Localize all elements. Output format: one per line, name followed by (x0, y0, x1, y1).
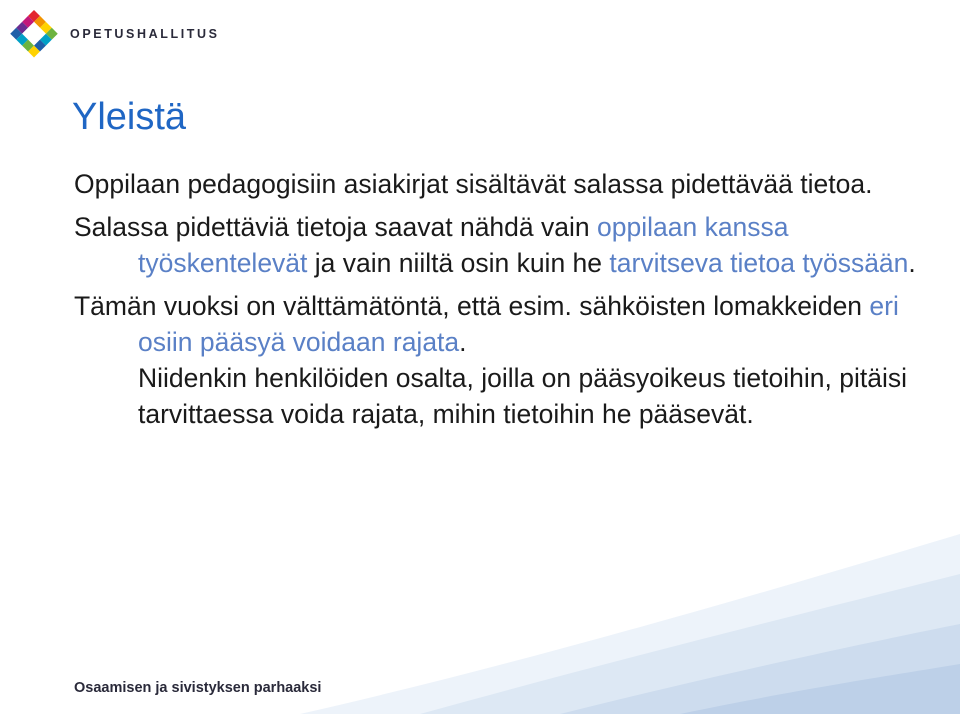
paragraph-continuation: Niidenkin henkilöiden osalta, joilla on pääsyoikeus tietoihin, pitäisi tarvittaessa voida rajata, mihin tietoihin he pääsevät. (138, 363, 907, 429)
text-segment: . (459, 327, 467, 357)
logo-text: OPETUSHALLITUS (70, 27, 220, 41)
diamond-logo-icon (8, 8, 60, 60)
text-segment: Salassa pidettäviä tietoja saavat nähdä vain (74, 212, 597, 242)
paragraph (74, 288, 934, 360)
text-segment: Oppilaan pedagogisiin asiakirjat sisältävät salassa pidettävää tietoa. (74, 169, 873, 199)
text-segment: ja vain niiltä osin kuin he (307, 248, 610, 278)
paragraph (74, 166, 934, 202)
text-segment: . (908, 248, 916, 278)
slide-title: Yleistä (72, 96, 187, 138)
highlighted-text: oppilaan kanssa työskentelevät (138, 212, 789, 278)
highlighted-text: tarvitseva tietoa työssään (609, 248, 909, 278)
text-segment: Tämän vuoksi on välttämätöntä, että esim. sähköisten lomakkeiden (74, 291, 870, 321)
organization-logo (8, 8, 220, 60)
slide-content (74, 166, 934, 432)
highlighted-text: eri osiin pääsyä voidaan rajata (138, 291, 899, 357)
paragraph (74, 209, 934, 281)
footer-slogan: Osaamisen ja sivistyksen parhaaksi (74, 680, 322, 696)
